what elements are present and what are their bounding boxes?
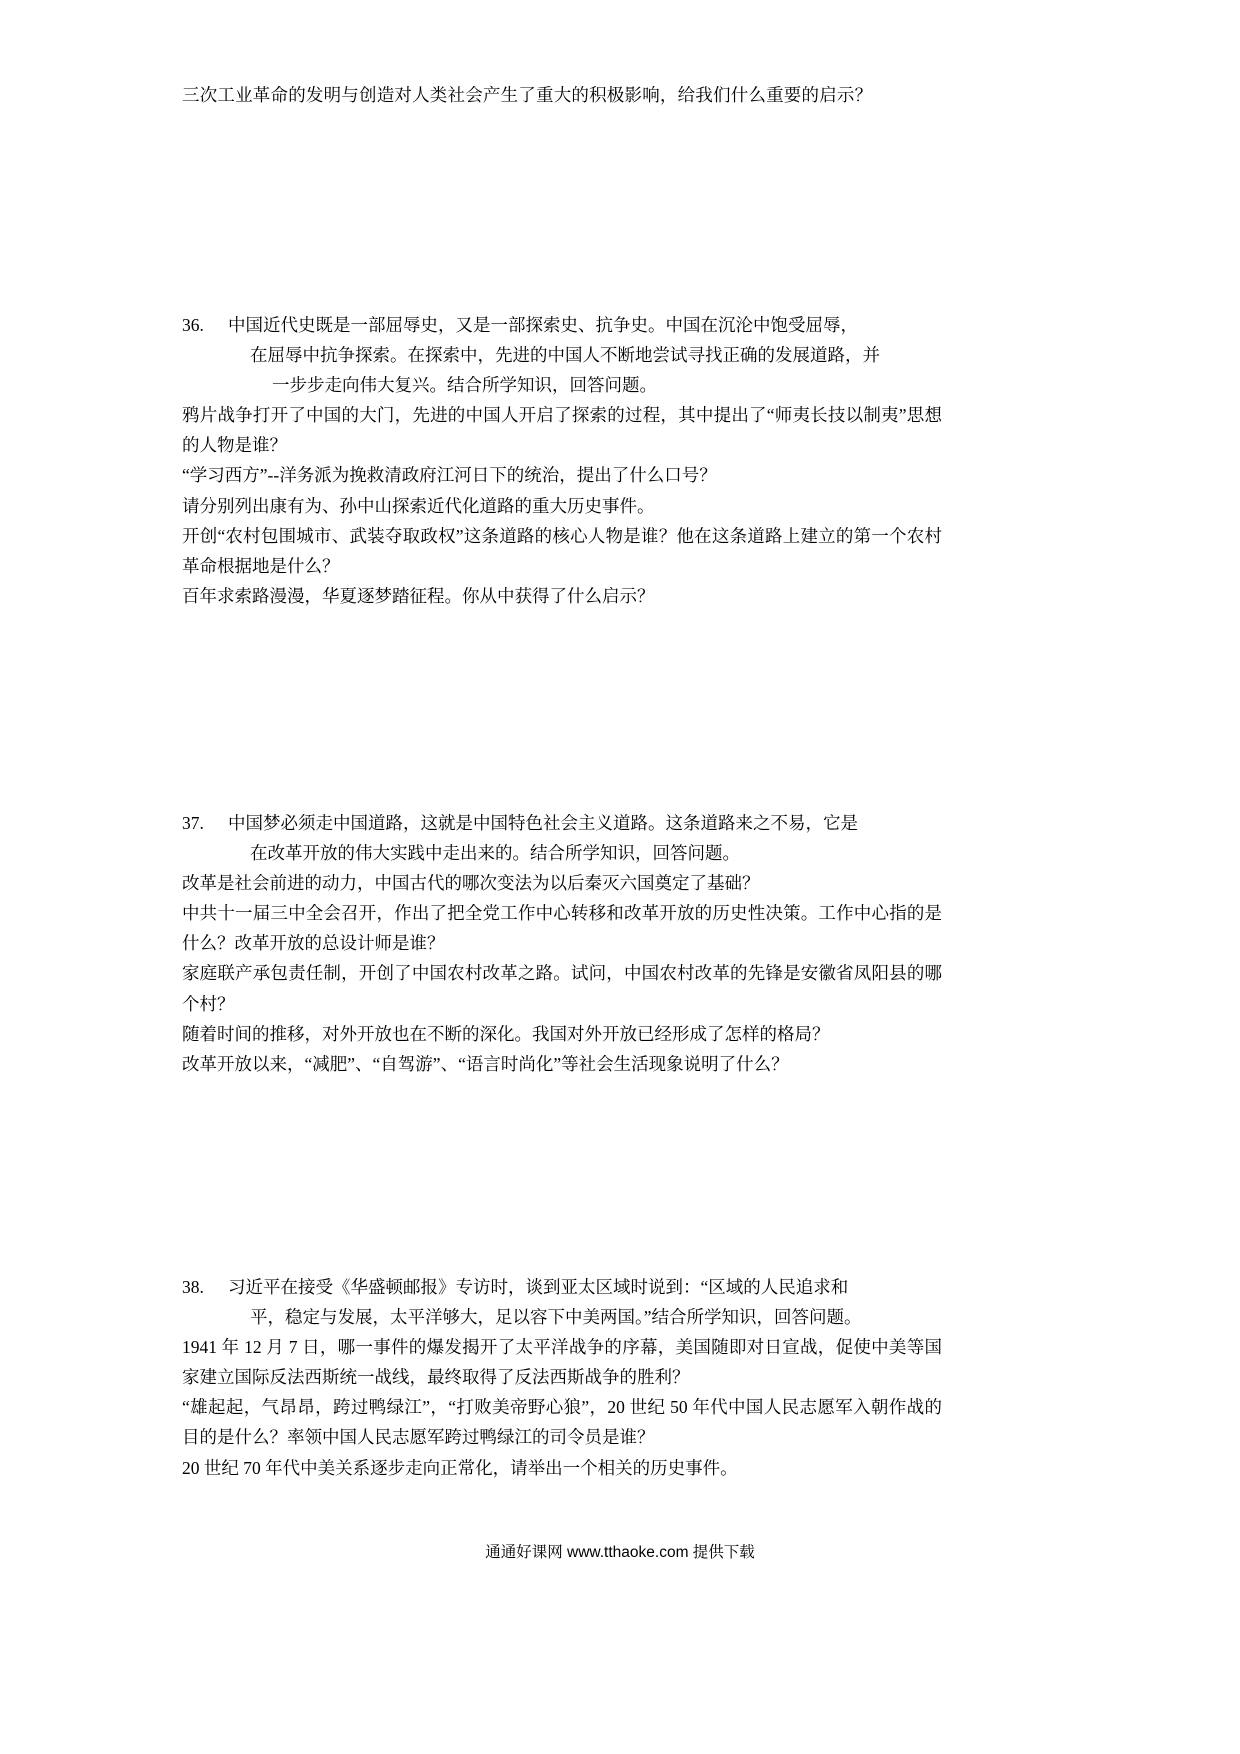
question-38-stem-line1: 习近平在接受《华盛顿邮报》专访时，谈到亚太区域时说到：“区域的人民追求和 <box>228 1277 849 1297</box>
question-36-stem-line1: 中国近代史既是一部屈辱史，又是一部探索史、抗争史。中国在沉沦中饱受屈辱， <box>228 315 858 335</box>
question-38-sub-1: 1941 年 12 月 7 日，哪一事件的爆发揭开了太平洋战争的序幕，美国随即对日宣战，促使中美等国家建立国际反法西斯统一战线，最终取得了反法西斯战争的胜利？ <box>182 1337 942 1388</box>
question-38-stem <box>182 1272 942 1332</box>
question-block-37 <box>182 808 942 1079</box>
question-36-stem <box>182 310 942 400</box>
question-37-stem-line1: 中国梦必须走中国道路，这就是中国特色社会主义道路。这条道路来之不易，它是 <box>228 813 858 833</box>
question-37-sub-1: 改革是社会前进的动力，中国古代的哪次变法为以后秦灭六国奠定了基础？ <box>182 873 760 894</box>
question-36-sub-3: 请分别列出康有为、孙中山探索近代化道路的重大历史事件。 <box>182 495 655 516</box>
question-37-sub-3: 家庭联产承包责任制，开创了中国农村改革之路。试问，中国农村改革的先锋是安徽省凤阳县的哪个村？ <box>182 963 942 1014</box>
question-37-sub-2: 中共十一届三中全会召开，作出了把全党工作中心转移和改革开放的历史性决策。工作中心指的是什么？改革开放的总设计师是谁？ <box>182 903 942 954</box>
question-37-sub-4: 随着时间的推移，对外开放也在不断的深化。我国对外开放已经形成了怎样的格局？ <box>182 1023 830 1044</box>
question-37-sub-5: 改革开放以来，“减肥”、“自驾游”、“语言时尚化”等社会生活现象说明了什么？ <box>182 1053 789 1074</box>
footer-text: 通通好课网 www.tthaoke.com 提供下载 <box>485 1544 755 1561</box>
question-36-sub-5: 百年求索路漫漫，华夏逐梦踏征程。你从中获得了什么启示？ <box>182 585 655 606</box>
question-38-sub-2: “雄起起，气昂昂，跨过鸭绿江”，“打败美帝野心狼”，20 世纪 50 年代中国人民志愿军入朝作战的目的是什么？率领中国人民志愿军跨过鸭绿江的司令员是谁？ <box>182 1397 942 1448</box>
question-36-number: 36. <box>182 315 204 335</box>
question-block-38 <box>182 1272 942 1483</box>
question-37-stem-line2: 在改革开放的伟大实践中走出来的。结合所学知识，回答问题。 <box>250 843 740 864</box>
page-footer <box>0 1540 1240 1562</box>
question-36-sub-2: “学习西方”--洋务派为挽救清政府江河日下的统治，提出了什么口号？ <box>182 465 717 486</box>
question-block-36 <box>182 310 942 611</box>
top-question-text: 三次工业革命的发明与创造对人类社会产生了重大的积极影响，给我们什么重要的启示？ <box>182 85 873 105</box>
question-36-sub-1: 鸦片战争打开了中国的大门，先进的中国人开启了探索的过程，其中提出了“师夷长技以制夷”思想的人物是谁？ <box>182 405 942 456</box>
question-36-sub-4: 开创“农村包围城市、武装夺取政权”这条道路的核心人物是谁？他在这条道路上建立的第一个农村革命根据地是什么？ <box>182 525 942 576</box>
question-37-stem <box>182 808 942 868</box>
question-36-stem-line3: 一步步走向伟大复兴。结合所学知识，回答问题。 <box>272 375 657 396</box>
question-38-stem-line2: 平，稳定与发展，太平洋够大，足以容下中美两国。”结合所学知识，回答问题。 <box>250 1307 862 1328</box>
question-36-stem-line2: 在屈辱中抗争探索。在探索中，先进的中国人不断地尝试寻找正确的发展道路，并 <box>250 345 880 366</box>
question-37-number: 37. <box>182 813 204 833</box>
question-38-number: 38. <box>182 1277 204 1297</box>
question-38-sub-3: 20 世纪 70 年代中美关系逐步走向正常化，请举出一个相关的历史事件。 <box>182 1457 738 1478</box>
top-question <box>182 80 952 110</box>
